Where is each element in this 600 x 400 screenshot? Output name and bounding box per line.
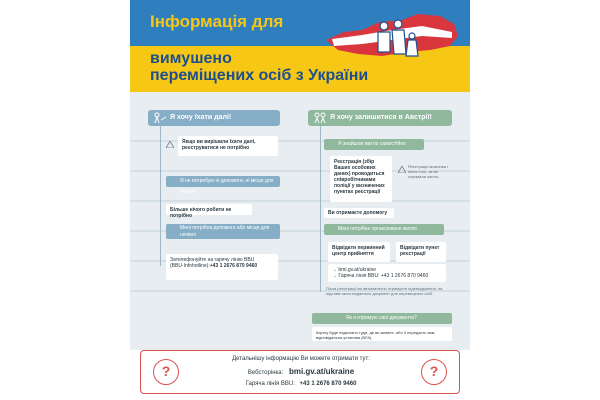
title-line-2b: переміщених осіб з України: [150, 67, 369, 84]
right-bar-organized-housing: Мені потрібне організоване житло: [324, 224, 444, 235]
left-box-no-registration: Якщо ви вирішили їхати далі, реєструватися не потрібно: [178, 136, 278, 156]
question-icon-right: ?: [421, 359, 447, 385]
link-hotline[interactable]: → Гаряча лінія BBU: +43 1 2676 870 9460: [332, 273, 429, 279]
warning-icon: [166, 141, 174, 148]
hotline-line-b: (BBU-Infohotline):+43 1 2676 870 9460: [170, 263, 258, 269]
footer-website-link[interactable]: bmi.gv.at/ukraine: [288, 367, 355, 376]
left-column-heading: [148, 110, 280, 126]
right-box-registration: Реєстрація (збір Ваших особових даних) проводиться співробітниками поліції у визначених пунктах реєстрації: [330, 156, 392, 202]
title-line-2a: вимушено: [150, 50, 232, 67]
hotline-number[interactable]: +43 1 2676 870 9460: [209, 263, 258, 269]
left-box-hotline: [166, 254, 278, 280]
footer-line-2: Вебсторінка: bmi.gv.at/ukraine: [247, 367, 355, 376]
right-box-reception-center: Відвідати первинний центр прийняття: [328, 242, 390, 262]
right-box-registration-point: Відвідати пункт реєстрації: [396, 242, 446, 262]
right-box-links: [328, 264, 446, 282]
content-area: [130, 92, 470, 350]
left-heading-text: Я хочу їхати далі!: [170, 114, 232, 121]
right-column-heading: [308, 110, 452, 126]
question-icon-left: ?: [153, 359, 179, 385]
right-box-get-help: Ви отримаєте допомогу: [324, 208, 394, 218]
footer-info-box: [140, 350, 460, 394]
footer-line-3: Гаряча лінія BBU: +43 1 2676 870 9460: [245, 381, 357, 387]
title-line-1: Інформація для: [150, 12, 284, 31]
info-poster: [130, 0, 470, 400]
austria-map-family-icon: [322, 6, 462, 70]
right-note-confirmation: Після реєстрації ви автоматично отримуєте підтвердження, на підставі якого видається документ для переміщених осіб.: [326, 286, 443, 296]
footer-line-1: Детальнішу інформацію Ви можете отримати тут:: [232, 356, 370, 362]
travel-icon: [153, 112, 167, 124]
link-bmi[interactable]: → bmi.gv.at/ukraine: [332, 267, 377, 273]
family-icon: [313, 112, 327, 124]
left-bar-need-help: Мені потрібна допомога або місце для ночівлі: [166, 224, 280, 239]
hotline-line-a: Зателефонуйте на гарячу лінію BBU: [170, 257, 255, 263]
right-bar-own-housing: Я знайшов житло самостійно: [324, 139, 424, 150]
warning-icon-right: [398, 166, 406, 173]
left-box-nothing-more: Більше нічого робити не потрібно: [166, 204, 252, 215]
right-bar-documents: Як я отримую свої документи?: [312, 313, 452, 324]
right-box-card-delivery: Картку буде надіслано туди, де ви живете, або її передасть вам відповідальна установа (BFA).: [312, 327, 452, 341]
right-side-note: Реєстрація можлива і після того, як ви отримали житло.: [408, 164, 448, 179]
right-heading-text: Я хочу залишитися в Австрії!: [330, 114, 432, 121]
footer-hotline-number[interactable]: +43 1 2676 870 9460: [299, 381, 357, 387]
left-bar-no-help: Я не потребую ні допомоги, ні місця для ночівлі: [166, 176, 280, 187]
